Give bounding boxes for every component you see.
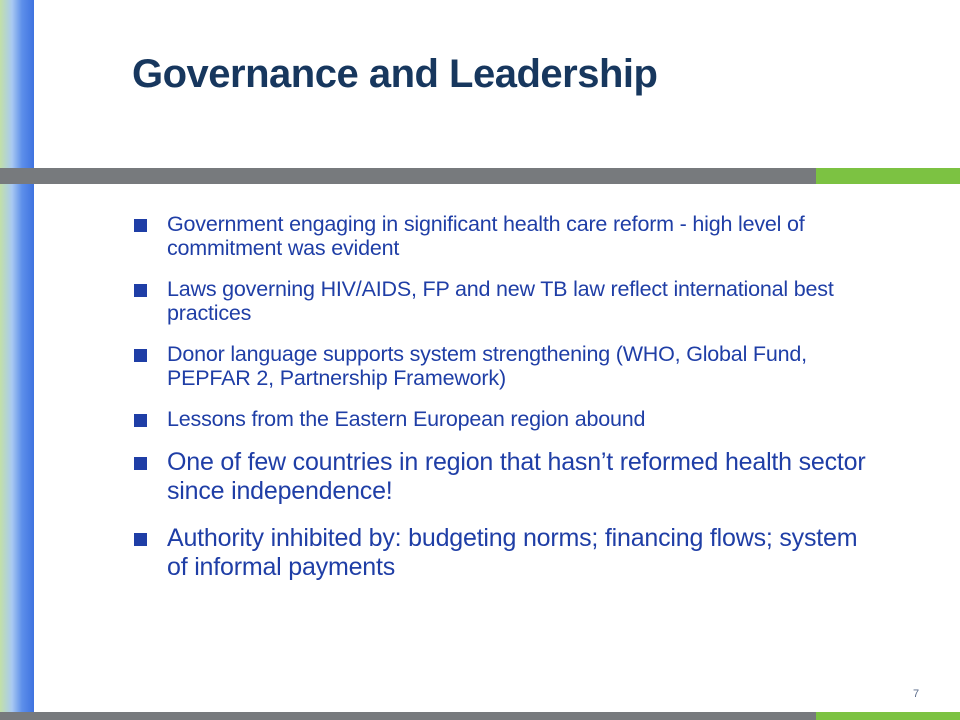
footer-divider-gray — [0, 712, 816, 720]
left-accent-stripe — [0, 0, 34, 720]
bullet-item — [132, 448, 872, 506]
bullet-text: Donor language supports system strengthening (WHO, Global Fund, PEPFAR 2, Partnership Framework) — [167, 342, 807, 390]
footer-divider — [0, 712, 960, 720]
footer-divider-green — [816, 712, 960, 720]
bullet-item — [132, 342, 872, 390]
page-number: 7 — [912, 688, 920, 700]
slide-title: Governance and Leadership — [132, 52, 658, 96]
square-bullet-icon — [134, 349, 147, 362]
bullet-list — [132, 212, 872, 600]
square-bullet-icon — [134, 414, 147, 427]
bullet-text: Lessons from the Eastern European region abound — [167, 407, 646, 431]
bullet-text: Government engaging in significant health care reform - high level of commitment was evident — [167, 212, 805, 260]
bullet-item — [132, 212, 872, 260]
bullet-item — [132, 277, 872, 325]
square-bullet-icon — [134, 219, 147, 232]
square-bullet-icon — [134, 533, 147, 546]
bullet-text: Laws governing HIV/AIDS, FP and new TB law reflect international best practices — [167, 277, 834, 325]
title-divider-green — [816, 168, 960, 184]
square-bullet-icon — [134, 457, 147, 470]
bullet-text: One of few countries in region that hasn’t reformed health sector since independence! — [167, 448, 866, 505]
bullet-item — [132, 524, 872, 582]
bullet-text: Authority inhibited by: budgeting norms; financing flows; system of informal payments — [167, 524, 858, 581]
title-divider — [0, 168, 960, 184]
title-divider-gray — [0, 168, 816, 184]
square-bullet-icon — [134, 284, 147, 297]
bullet-item — [132, 407, 872, 431]
